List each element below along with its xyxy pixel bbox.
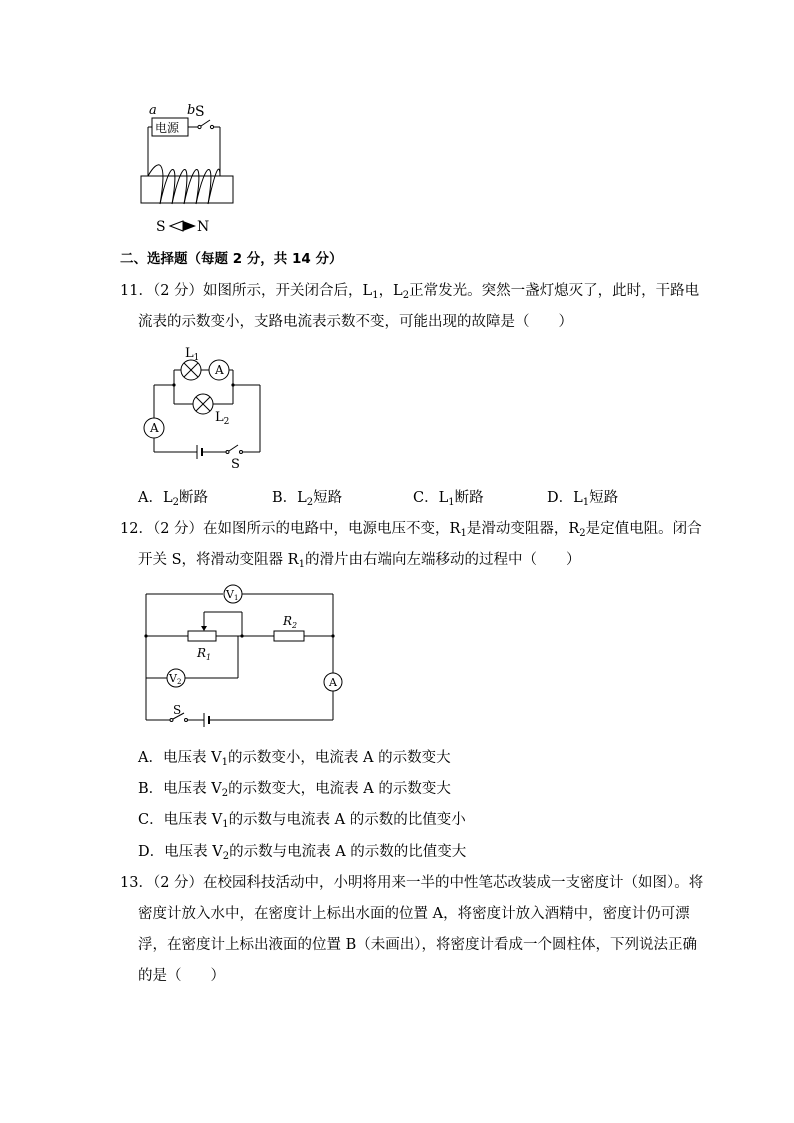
q11-option-c: C．$L_1$断路 (413, 490, 484, 508)
q12-option-a: A．电压表 $V_1$的示数变小，电流表 A 的示数变大 (138, 750, 451, 768)
q13-line3: 浮，在密度计上标出液面的位置 B（未画出），将密度计看成一个圆柱体，下列说法正确 (138, 937, 698, 953)
resistor-r2 (274, 631, 304, 641)
pole-n-label: N (197, 219, 210, 235)
v1-label: V1 (226, 588, 239, 602)
q12-option-c: C．电压表 $V_1$的示数与电流表 A 的示数的比值变小 (138, 812, 466, 830)
q12-ammeter-label: A (329, 676, 337, 689)
pole-s-label: S (156, 219, 166, 235)
branch-ammeter-label: A (215, 363, 224, 377)
l2-label: $L_2$ (215, 410, 230, 427)
q12-circuit-figure (138, 582, 348, 727)
label-a: a (149, 103, 157, 118)
v2-label: V2 (169, 672, 182, 686)
switch-lever (201, 120, 210, 126)
electromagnet-figure (130, 98, 250, 238)
section-heading: 二、选择题（每题 2 分，共 14 分） (120, 251, 343, 267)
r1-label: $R_1$ (197, 646, 212, 662)
q12-option-d: D．电压表 $V_2$的示数与电流表 A 的示数的比值变大 (138, 844, 467, 862)
q11-option-a: A．$L_2$断路 (138, 490, 208, 508)
label-switch-s: S (195, 104, 205, 120)
label-b: b (187, 103, 196, 118)
q13-line4: 的是（ ） (138, 968, 225, 984)
q12-switch-label: S (173, 703, 182, 717)
q12-line1: 12．（2 分）在如图所示的电路中，电源电压不变，$R_1$是滑动变阻器，$R_2$是定值电阻。闭合 (120, 521, 702, 539)
slider-arrow-icon (201, 626, 207, 631)
q12-option-b: B．电压表 $V_2$的示数变大，电流表 A 的示数变大 (138, 781, 451, 799)
r2-label: $R_2$ (283, 614, 298, 630)
q11-line1: 11．（2 分）如图所示，开关闭合后，$L_1$，$L_2$正常发光。突然一盏灯熄灭了，此时，干路电 (120, 283, 700, 301)
q11-option-d: D．$L_1$短路 (547, 490, 619, 508)
q11-option-b: B．$L_2$短路 (272, 490, 343, 508)
main-ammeter-label: A (150, 421, 159, 435)
q13-line2: 密度计放入水中，在密度计上标出水面的位置 A，将密度计放入酒精中，密度计仍可漂 (138, 906, 690, 922)
coil (148, 165, 220, 204)
q11-circuit-figure (138, 342, 268, 472)
magnetic-needle-icon (170, 221, 183, 231)
l1-label: $L_1$ (185, 346, 200, 363)
q11-switch-label: S (231, 457, 240, 472)
q13-line1: 13．（2 分）在校园科技活动中，小明将用来一半的中性笔芯改装成一支密度计（如图）。将 (120, 875, 704, 891)
q12-line2: 开关 S，将滑动变阻器 $R_1$的滑片由右端向左端移动的过程中（ ） (138, 552, 581, 570)
q11-line2: 流表的示数变小，支路电流表示数不变，可能出现的故障是（ ） (138, 314, 573, 330)
q11-switch-lever (229, 445, 238, 451)
power-source-label: 电源 (155, 121, 180, 135)
rheostat-r1 (188, 631, 216, 641)
